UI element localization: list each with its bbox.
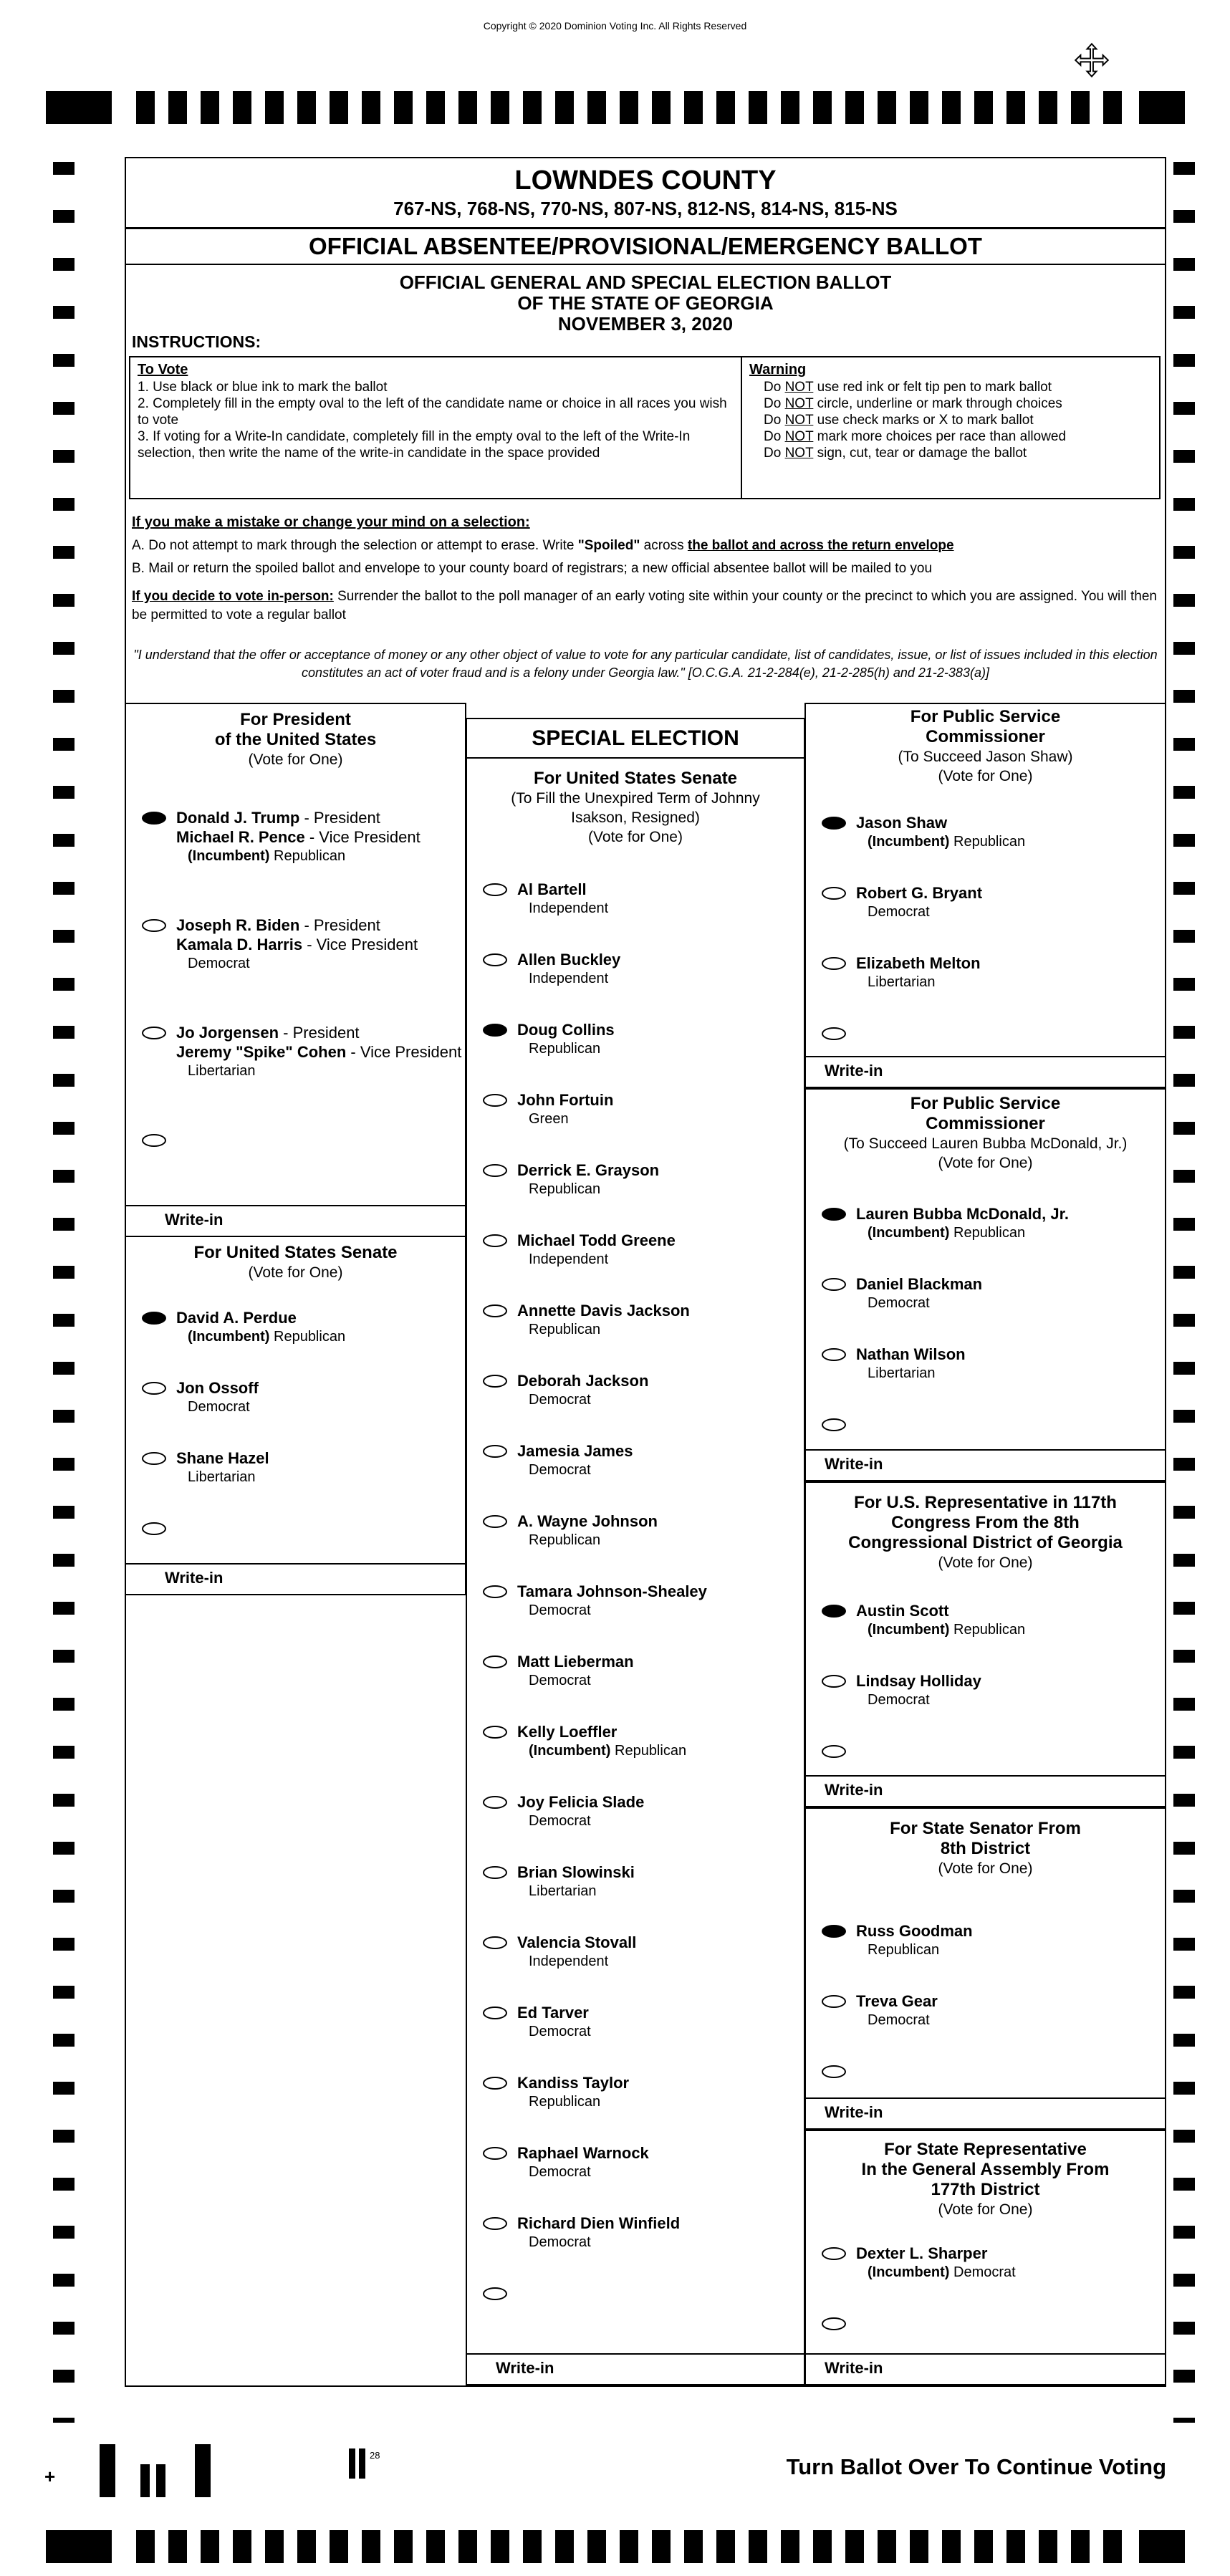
ballot-oval[interactable]	[822, 1278, 846, 1291]
candidate-party: Democrat	[529, 1462, 591, 1478]
write-in-section	[806, 1775, 1165, 1806]
contest-title: For Public Service	[910, 1094, 1061, 1113]
candidate-row	[806, 1204, 1165, 1243]
candidate-row	[806, 1601, 1165, 1640]
candidate-row	[467, 1652, 804, 1691]
ballot-oval[interactable]	[483, 1726, 507, 1739]
candidate-name: Joy Felicia Slade	[517, 1793, 645, 1811]
candidate-name: Austin Scott	[856, 1602, 949, 1620]
to-vote-item: 1. Use black or blue ink to mark the ballot	[138, 380, 388, 395]
write-in-section	[126, 1205, 465, 1236]
write-in-section	[126, 1563, 465, 1594]
candidate-row	[467, 1090, 804, 1129]
ballot-oval[interactable]	[483, 1234, 507, 1247]
instructions-heading: INSTRUCTIONS:	[132, 332, 261, 351]
candidate-row	[126, 1023, 465, 1081]
ballot-oval[interactable]	[483, 1164, 507, 1177]
timing-marks-top	[46, 91, 1185, 124]
timing-block-left	[46, 91, 112, 124]
barcode-mark	[195, 2444, 211, 2497]
candidate-name: Brian Slowinski	[517, 1863, 635, 1881]
candidate-name: Jamesia James	[517, 1442, 633, 1460]
candidate-row	[467, 1512, 804, 1550]
vote-for-label: (Vote for One)	[248, 1264, 343, 1281]
timing-marks-bottom	[46, 2530, 1185, 2563]
candidate-name: Donald J. Trump - President	[176, 809, 380, 827]
candidate-row	[806, 813, 1165, 852]
candidate-name: Nathan Wilson	[856, 1345, 966, 1363]
ballot-oval[interactable]	[822, 1208, 846, 1221]
ballot-oval[interactable]	[142, 1452, 166, 1465]
contest-title: 177th District	[931, 2180, 1040, 2199]
candidate-party: Democrat	[868, 1295, 930, 1311]
candidate-party: Libertarian	[529, 1883, 597, 1899]
candidate-row	[806, 953, 1165, 992]
contest-title: For State Senator From	[890, 1819, 1081, 1838]
candidate-row	[467, 1231, 804, 1269]
candidate-party: (Incumbent) Republican	[188, 1329, 346, 1345]
candidate-name: Daniel Blackman	[856, 1275, 983, 1293]
candidate-name: Shane Hazel	[176, 1449, 269, 1467]
candidate-name: Deborah Jackson	[517, 1372, 649, 1390]
ballot-oval[interactable]	[142, 1134, 166, 1147]
vote-for-label: (Vote for One)	[588, 829, 683, 845]
candidate-party: Democrat	[529, 1673, 591, 1688]
candidate-party: Democrat	[868, 904, 930, 920]
copyright-text: Copyright © 2020 Dominion Voting Inc. All Rights Reserved	[483, 20, 747, 32]
candidate-row	[467, 1582, 804, 1620]
ballot-oval[interactable]	[142, 812, 166, 825]
ballot-oval[interactable]	[142, 1382, 166, 1395]
candidate-row	[467, 1160, 804, 1199]
in-person-section	[132, 587, 1161, 625]
ballot-oval[interactable]	[483, 1445, 507, 1458]
candidate-row	[806, 1991, 1165, 2030]
warning-item: Do NOT use check marks or X to mark ballot	[764, 413, 1034, 428]
write-in-oval-row	[126, 1130, 465, 1147]
contest-title: For President	[240, 710, 351, 729]
ballot-oval[interactable]	[483, 2077, 507, 2090]
candidate-name: Jeremy "Spike" Cohen - Vice President	[176, 1043, 462, 1061]
candidate-row	[126, 915, 465, 974]
candidate-name: Matt Lieberman	[517, 1653, 634, 1671]
candidate-row	[806, 2244, 1165, 2282]
mistake-heading: If you make a mistake or change your mind on a selection:	[132, 514, 530, 530]
contest-subtitle: (To Succeed Jason Shaw)	[898, 749, 1073, 765]
contest-psc-shaw	[804, 703, 1166, 1088]
warning-box	[742, 357, 1159, 498]
contest-subtitle: (To Fill the Unexpired Term of Johnny	[511, 790, 760, 807]
candidate-party: Republican	[529, 1181, 601, 1197]
write-in-oval-row	[126, 1519, 465, 1535]
candidate-name: John Fortuin	[517, 1091, 614, 1109]
contest-title: For United States Senate	[193, 1243, 398, 1262]
candidate-row	[467, 2003, 804, 2042]
candidate-name: Annette Davis Jackson	[517, 1302, 690, 1320]
vote-for-label: (Vote for One)	[938, 1860, 1033, 1877]
ballot-oval[interactable]	[483, 1866, 507, 1879]
candidate-name: Elizabeth Melton	[856, 954, 981, 972]
candidate-name: Valencia Stovall	[517, 1933, 637, 1951]
candidate-party: Republican	[529, 1041, 601, 1057]
election-title-block	[125, 272, 1166, 335]
candidate-row	[467, 880, 804, 918]
candidate-name: Lindsay Holliday	[856, 1672, 981, 1690]
candidate-name: Ed Tarver	[517, 2004, 589, 2022]
contest-us-senate	[125, 1236, 466, 1595]
to-vote-item: 3. If voting for a Write-In candidate, completely fill in the empty oval to the left of the Write-In selection, then write the name of the write-in candidate in the space provided	[138, 429, 691, 461]
instructions-boxes	[129, 356, 1161, 499]
contest-title: Commissioner	[926, 1114, 1045, 1133]
candidate-name: Joseph R. Biden - President	[176, 916, 380, 934]
candidate-row	[467, 1933, 804, 1971]
ballot-oval[interactable]	[822, 887, 846, 900]
contest-title: In the General Assembly From	[861, 2160, 1110, 2179]
ballot-oval[interactable]	[822, 1745, 846, 1758]
ballot-oval[interactable]	[822, 2247, 846, 2260]
ballot-oval[interactable]	[483, 1936, 507, 1949]
write-in-section	[467, 2353, 804, 2384]
to-vote-title: To Vote	[138, 362, 188, 378]
ballot-oval[interactable]	[142, 1312, 166, 1325]
candidate-party: Republican	[529, 1322, 601, 1337]
candidate-name: Jason Shaw	[856, 814, 948, 832]
candidate-row	[467, 2214, 804, 2252]
candidate-name: Jo Jorgensen - President	[176, 1024, 360, 1042]
candidate-row	[806, 1274, 1165, 1313]
candidate-party: Independent	[529, 1953, 609, 1969]
candidate-row	[126, 1308, 465, 1347]
timing-marks-left	[53, 162, 75, 2423]
timing-bars	[136, 91, 1133, 124]
candidate-party: (Incumbent) Republican	[868, 834, 1026, 850]
candidate-row	[467, 1863, 804, 1901]
special-election-header: SPECIAL ELECTION	[467, 719, 804, 759]
write-in-label: Write-in	[165, 1569, 224, 1587]
candidate-name: Lauren Bubba McDonald, Jr.	[856, 1205, 1070, 1223]
ballot-oval[interactable]	[483, 1655, 507, 1668]
contest-title: For United States Senate	[533, 769, 738, 788]
vote-for-label: (Vote for One)	[248, 751, 343, 768]
candidate-name: A. Wayne Johnson	[517, 1512, 658, 1530]
candidate-party: Green	[529, 1111, 569, 1127]
candidate-name: Treva Gear	[856, 1992, 938, 2010]
barcode-mark	[156, 2464, 165, 2497]
contest-state-rep	[804, 2130, 1166, 2385]
candidate-party: (Incumbent) Republican	[868, 1225, 1026, 1241]
ballot-oval[interactable]	[822, 1348, 846, 1361]
candidate-party: Democrat	[529, 2234, 591, 2250]
candidate-row	[806, 883, 1165, 922]
candidate-name: Allen Buckley	[517, 951, 621, 969]
ballot-oval[interactable]	[822, 2065, 846, 2078]
in-person-heading: If you decide to vote in-person:	[132, 589, 334, 604]
ballot-oval[interactable]	[822, 1605, 846, 1618]
candidate-row	[126, 1448, 465, 1487]
candidate-party: Independent	[529, 971, 609, 986]
contest-psc-mcdonald	[804, 1088, 1166, 1481]
candidate-party: Democrat	[188, 1399, 250, 1415]
election-date: NOVEMBER 3, 2020	[557, 313, 734, 335]
contest-subtitle: (To Succeed Lauren Bubba McDonald, Jr.)	[843, 1135, 1128, 1152]
write-in-oval-row	[806, 1415, 1165, 1431]
write-in-section	[806, 2097, 1165, 2128]
write-in-section	[806, 1449, 1165, 1480]
contest-title: For U.S. Representative in 117th	[854, 1493, 1117, 1512]
candidate-row	[467, 1020, 804, 1059]
candidate-party: Independent	[529, 900, 609, 916]
contest-special-senate	[466, 718, 805, 2385]
candidate-party: (Incumbent) Republican	[529, 1743, 687, 1759]
ballot-oval[interactable]	[822, 1675, 846, 1688]
ballot-oval[interactable]	[822, 817, 846, 830]
candidate-name: Kamala D. Harris - Vice President	[176, 936, 418, 953]
fraud-notice: "I understand that the offer or acceptance of money or any other object of value to vote for any particular candidate, list of candidates, issue, or list of issues included in this election constitutes an act of voter fraud and is a felony under Georgia law." [O.C.G.A. 21-2-284(e), 21-2-285(h) and 21-2-383(a)]	[133, 648, 1158, 680]
candidate-row	[467, 1301, 804, 1340]
candidate-row	[467, 1722, 804, 1761]
plus-registration-mark: +	[44, 2466, 56, 2487]
write-in-label: Write-in	[165, 1211, 224, 1229]
barcode-mark	[140, 2464, 150, 2497]
candidate-row	[126, 1378, 465, 1417]
vote-for-label: (Vote for One)	[938, 1155, 1033, 1171]
candidate-party: Democrat	[529, 1602, 591, 1618]
candidate-row	[467, 1792, 804, 1831]
mistake-item-b: B. Mail or return the spoiled ballot and envelope to your county board of registrars; a new official absentee ballot will be mailed to you	[132, 561, 933, 576]
candidate-party: (Incumbent) Republican	[868, 1622, 1026, 1638]
warning-item: Do NOT circle, underline or mark through choices	[764, 396, 1062, 411]
write-in-label: Write-in	[825, 1781, 883, 1799]
contest-title: For State Representative	[884, 2140, 1087, 2159]
vote-for-label: (Vote for One)	[938, 768, 1033, 784]
candidate-name: Robert G. Bryant	[856, 884, 983, 902]
ballot-oval[interactable]	[483, 2287, 507, 2300]
contest-title: of the United States	[214, 730, 377, 749]
timing-block-left	[46, 2530, 112, 2563]
contest-us-rep	[804, 1481, 1166, 1807]
candidate-party: Libertarian	[868, 974, 936, 990]
candidate-party: Libertarian	[188, 1063, 256, 1079]
candidate-name: Russ Goodman	[856, 1922, 973, 1940]
candidate-row	[467, 1441, 804, 1480]
warning-title: Warning	[749, 362, 807, 378]
candidate-party: Democrat	[188, 956, 250, 971]
ballot-oval[interactable]	[822, 1925, 846, 1938]
turn-ballot-text: Turn Ballot Over To Continue Voting	[786, 2454, 1166, 2479]
registration-crosshair-icon	[1073, 42, 1110, 82]
ballot-oval[interactable]	[483, 1515, 507, 1528]
write-in-label: Write-in	[825, 2103, 883, 2121]
contest-subtitle: Isakson, Resigned)	[571, 809, 700, 826]
candidate-name: Jon Ossoff	[176, 1379, 259, 1397]
candidate-row	[467, 950, 804, 989]
candidate-party: Democrat	[868, 2012, 930, 2028]
candidate-row	[467, 2073, 804, 2112]
to-vote-item: 2. Completely fill in the empty oval to the left of the candidate name or choice in all races you wish to vote	[138, 396, 727, 428]
candidate-party: Democrat	[529, 2164, 591, 2180]
contest-title: For Public Service	[910, 707, 1061, 726]
ballot-type-title: OFFICIAL ABSENTEE/PROVISIONAL/EMERGENCY BALLOT	[125, 228, 1166, 265]
footer-number: 28	[370, 2450, 380, 2461]
ballot-oval[interactable]	[483, 1585, 507, 1598]
election-title-line2: OF THE STATE OF GEORGIA	[517, 292, 774, 314]
mistake-section	[132, 513, 1161, 577]
election-title-line1: OFFICIAL GENERAL AND SPECIAL ELECTION BALLOT	[399, 271, 892, 293]
candidate-name: Michael Todd Greene	[517, 1231, 676, 1249]
candidate-name: Kandiss Taylor	[517, 2074, 630, 2092]
write-in-section	[806, 1056, 1165, 1087]
county-header-box	[125, 157, 1166, 229]
write-in-oval-row	[806, 1741, 1165, 1758]
timing-block-right	[1139, 91, 1185, 124]
candidate-name: Derrick E. Grayson	[517, 1161, 660, 1179]
ballot-oval[interactable]	[822, 957, 846, 970]
candidate-row	[806, 1345, 1165, 1383]
ballot-oval[interactable]	[483, 1796, 507, 1809]
timing-bars	[136, 2530, 1133, 2563]
write-in-oval-row	[806, 1024, 1165, 1040]
vote-for-label: (Vote for One)	[938, 2201, 1033, 2218]
contest-title: Commissioner	[926, 727, 1045, 746]
warning-item: Do NOT use red ink or felt tip pen to mark ballot	[764, 380, 1052, 395]
ballot-oval[interactable]	[142, 1027, 166, 1039]
candidate-name: Michael R. Pence - Vice President	[176, 828, 421, 846]
candidate-party: (Incumbent) Democrat	[868, 2264, 1016, 2280]
candidate-name: Tamara Johnson-Shealey	[517, 1582, 707, 1600]
write-in-label: Write-in	[825, 1062, 883, 1080]
warning-item: Do NOT mark more choices per race than allowed	[764, 429, 1067, 444]
candidate-party: (Incumbent) Republican	[188, 848, 346, 864]
timing-block-right	[1139, 2530, 1185, 2563]
candidate-party: Democrat	[529, 2024, 591, 2039]
candidate-name: Dexter L. Sharper	[856, 2244, 988, 2262]
candidate-party: Republican	[529, 2094, 601, 2110]
county-name: LOWNDES COUNTY	[514, 165, 777, 196]
contest-title: Congress From the 8th	[891, 1513, 1080, 1532]
contest-title: Congressional District of Georgia	[848, 1533, 1123, 1552]
to-vote-box	[130, 357, 742, 498]
candidate-name: Richard Dien Winfield	[517, 2214, 681, 2232]
contest-president	[125, 703, 466, 1237]
precinct-list: 767-NS, 768-NS, 770-NS, 807-NS, 812-NS, 814-NS, 815-NS	[393, 198, 898, 219]
write-in-oval-row	[806, 2062, 1165, 2078]
timing-marks-right	[1173, 162, 1195, 2423]
contest-title: 8th District	[940, 1839, 1031, 1858]
candidate-party: Democrat	[529, 1392, 591, 1408]
candidate-name: Al Bartell	[517, 880, 587, 898]
ballot-oval[interactable]	[822, 1027, 846, 1040]
candidate-party: Democrat	[529, 1813, 591, 1829]
candidate-party: Republican	[529, 1532, 601, 1548]
write-in-label: Write-in	[496, 2359, 554, 2377]
vote-for-label: (Vote for One)	[938, 1554, 1033, 1571]
barcode-mark	[100, 2444, 115, 2497]
barcode-mark	[349, 2448, 355, 2479]
in-person-text: Surrender the ballot to the poll manager of an early voting site within your county or the precinct to which you are assigned. You will then be permitted to vote a regular ballot	[132, 589, 1157, 623]
ballot-oval[interactable]	[822, 1995, 846, 2008]
ballot-oval[interactable]	[142, 1522, 166, 1535]
candidate-name: Kelly Loeffler	[517, 1723, 618, 1741]
ballot-oval[interactable]	[483, 953, 507, 966]
contest-state-senate	[804, 1807, 1166, 2130]
ballot-oval[interactable]	[142, 919, 166, 932]
candidate-party: Democrat	[868, 1692, 930, 1708]
ballot-oval[interactable]	[483, 1304, 507, 1317]
ballot-oval[interactable]	[483, 2217, 507, 2230]
write-in-oval-row	[806, 2314, 1165, 2330]
ballot-oval[interactable]	[483, 883, 507, 896]
candidate-party: Libertarian	[868, 1365, 936, 1381]
candidate-row	[806, 1671, 1165, 1710]
candidate-party: Libertarian	[188, 1469, 256, 1485]
write-in-oval-row	[467, 2284, 804, 2300]
candidate-row	[806, 1921, 1165, 1960]
ballot-oval[interactable]	[483, 1375, 507, 1388]
candidate-row	[126, 808, 465, 866]
barcode-mark	[359, 2448, 365, 2479]
candidate-name: Raphael Warnock	[517, 2144, 649, 2162]
ballot-oval[interactable]	[483, 1094, 507, 1107]
ballot-oval[interactable]	[822, 1418, 846, 1431]
write-in-label: Write-in	[825, 2359, 883, 2377]
candidate-name: Doug Collins	[517, 1021, 615, 1039]
candidate-row	[467, 1371, 804, 1410]
ballot-oval[interactable]	[483, 2007, 507, 2019]
ballot-oval[interactable]	[822, 2317, 846, 2330]
candidate-party: Republican	[868, 1942, 940, 1958]
candidate-party: Independent	[529, 1251, 609, 1267]
write-in-section	[806, 2353, 1165, 2384]
ballot-oval[interactable]	[483, 1024, 507, 1037]
mistake-item-a: A. Do not attempt to mark through the selection or attempt to erase. Write "Spoiled" across the ballot and across the return envelope	[132, 538, 954, 553]
candidate-row	[467, 2143, 804, 2182]
warning-item: Do NOT sign, cut, tear or damage the ballot	[764, 446, 1027, 461]
ballot-oval[interactable]	[483, 2147, 507, 2160]
candidate-name: David A. Perdue	[176, 1309, 297, 1327]
write-in-label: Write-in	[825, 1455, 883, 1473]
